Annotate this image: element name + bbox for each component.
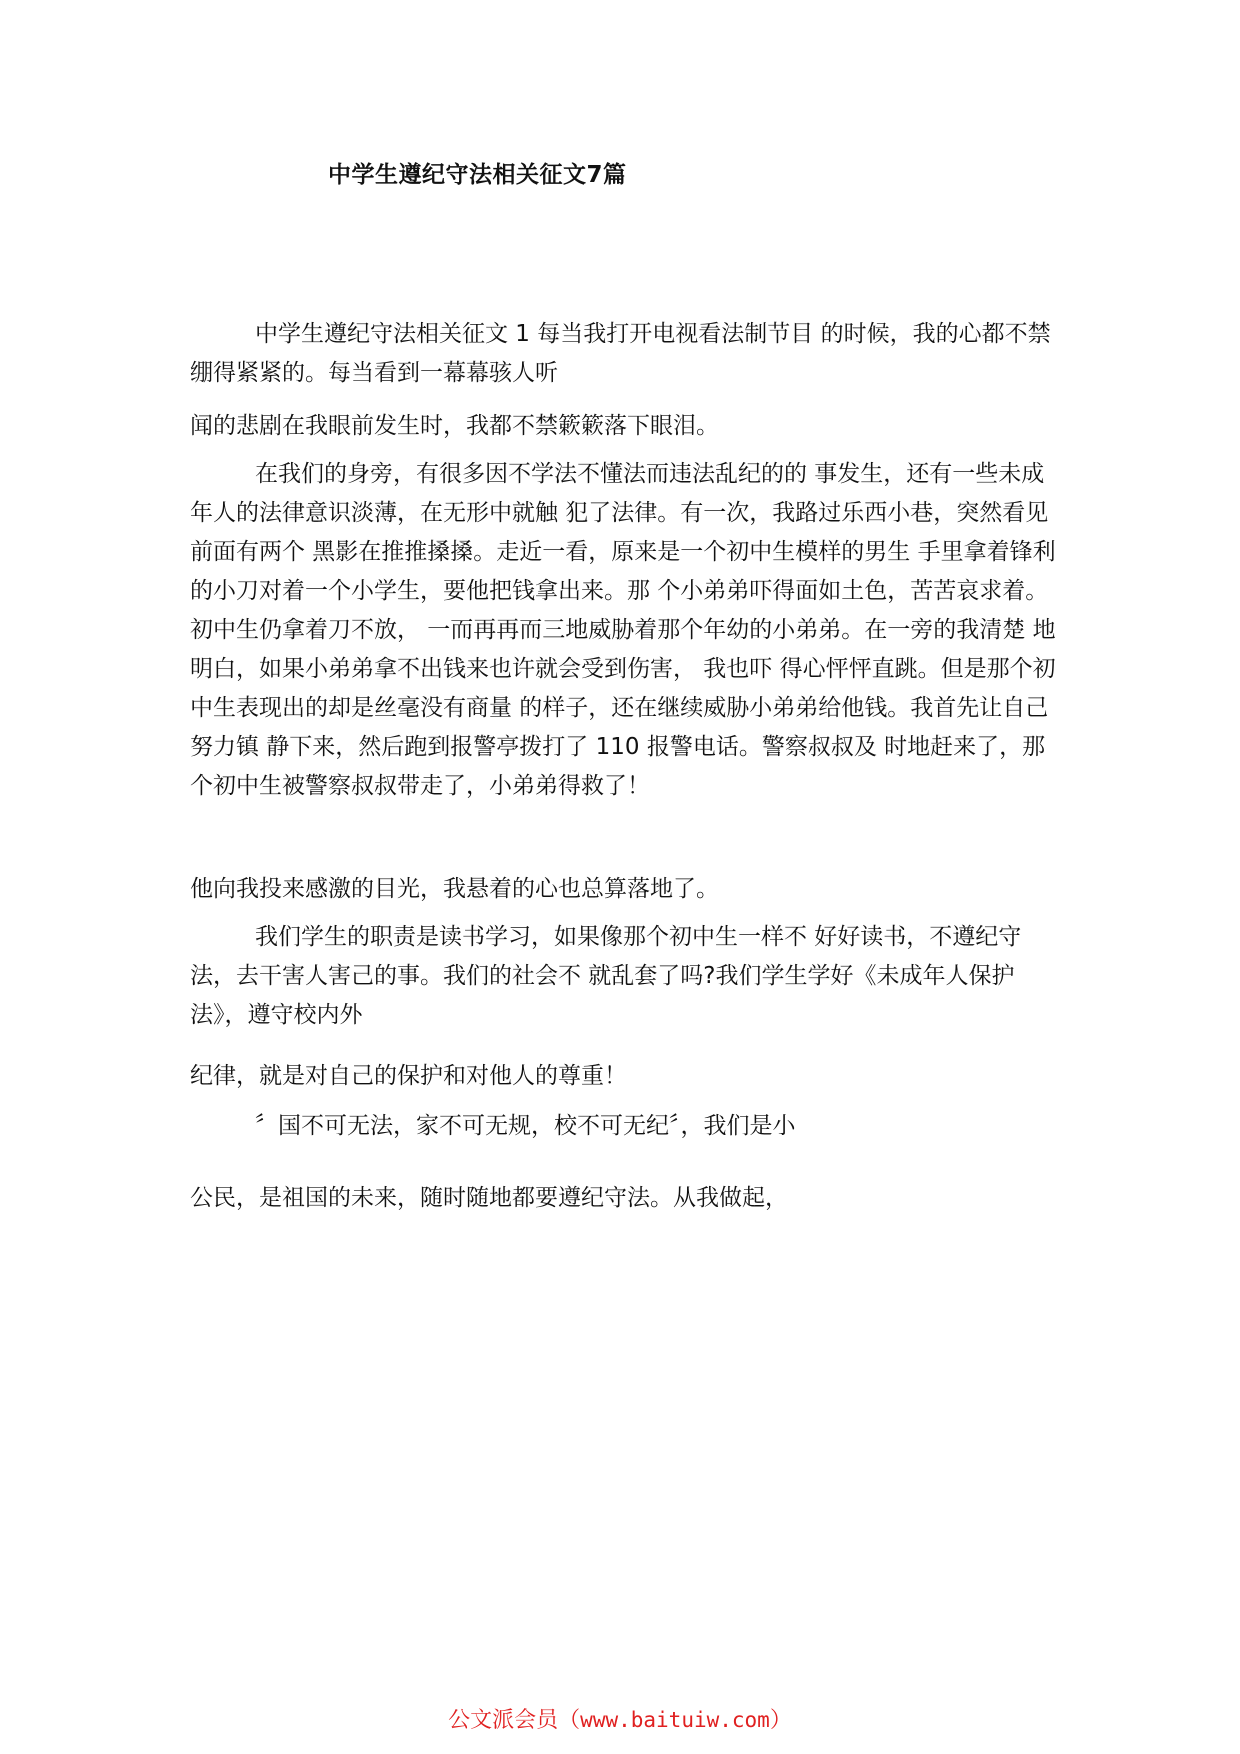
paragraph-7: 〞国不可无法，家不可无规，校不可无纪〞，我们是小 [255, 1113, 796, 1139]
paragraph-4: 他向我投来感激的目光，我悬着的心也总算落地了。 [190, 876, 719, 902]
paragraph-2: 闻的悲剧在我眼前发生时，我都不禁簌簌落下眼泪。 [190, 413, 719, 439]
paragraph-1: 中学生遵纪守法相关征文 1 每当我打开电视看法制节目 的时候，我的心都不禁绷得紧紧的。每当看到一幕幕骇人听 [190, 321, 1051, 386]
footer-watermark [0, 1703, 1240, 1734]
footer-close-paren: ） [769, 1708, 792, 1733]
paragraph-5: 我们学生的职责是读书学习，如果像那个初中生一样不 好好读书，不遵纪守法，去干害人害己的事。我们的社会不 就乱套了吗?我们学生学好《未成年人保护法》，遵守校内外 [190, 924, 1022, 1028]
paragraph-3: 在我们的身旁，有很多因不学法不懂法而违法乱纪的的 事发生，还有一些未成年人的法律意识淡薄，在无形中就触 犯了法律。有一次，我路过乐西小巷，突然看见前面有两个 黑影在推推搡搡。走近一看，原来是一个初中生模样的男生 手里拿着锋利的小刀对着一个小学生，要他把钱拿出来。那 个小弟弟吓得面如土色，苦苦哀求着。初中生仍拿着刀不放， 一而再再而三地威胁着那个年幼的小弟弟。在一旁的我清楚 地明白，如果小弟弟拿不出钱来也许就会受到伤害， 我也吓 得心怦怦直跳。但是那个初中生表现出的却是丝毫没有商量 的样子，还在继续威胁小弟弟给他钱。我首先让自己努力镇 静下来，然后跑到报警亭拨打了 110 报警电话。警察叔叔及 时地赶来了，那个初中生被警察叔叔带走了，小弟弟得救了！ [190, 461, 1056, 799]
paragraph-8: 公民，是祖国的未来，随时随地都要遵纪守法。从我做起， [190, 1185, 788, 1211]
document-title: 中学生遵纪守法相关征文7篇 [328, 162, 627, 188]
footer-brand-text: 公文派会员（ [448, 1708, 581, 1733]
paragraph-6: 纪律，就是对自己的保护和对他人的尊重！ [190, 1063, 627, 1089]
footer-url[interactable]: www.baituiw.com [580, 1708, 770, 1732]
